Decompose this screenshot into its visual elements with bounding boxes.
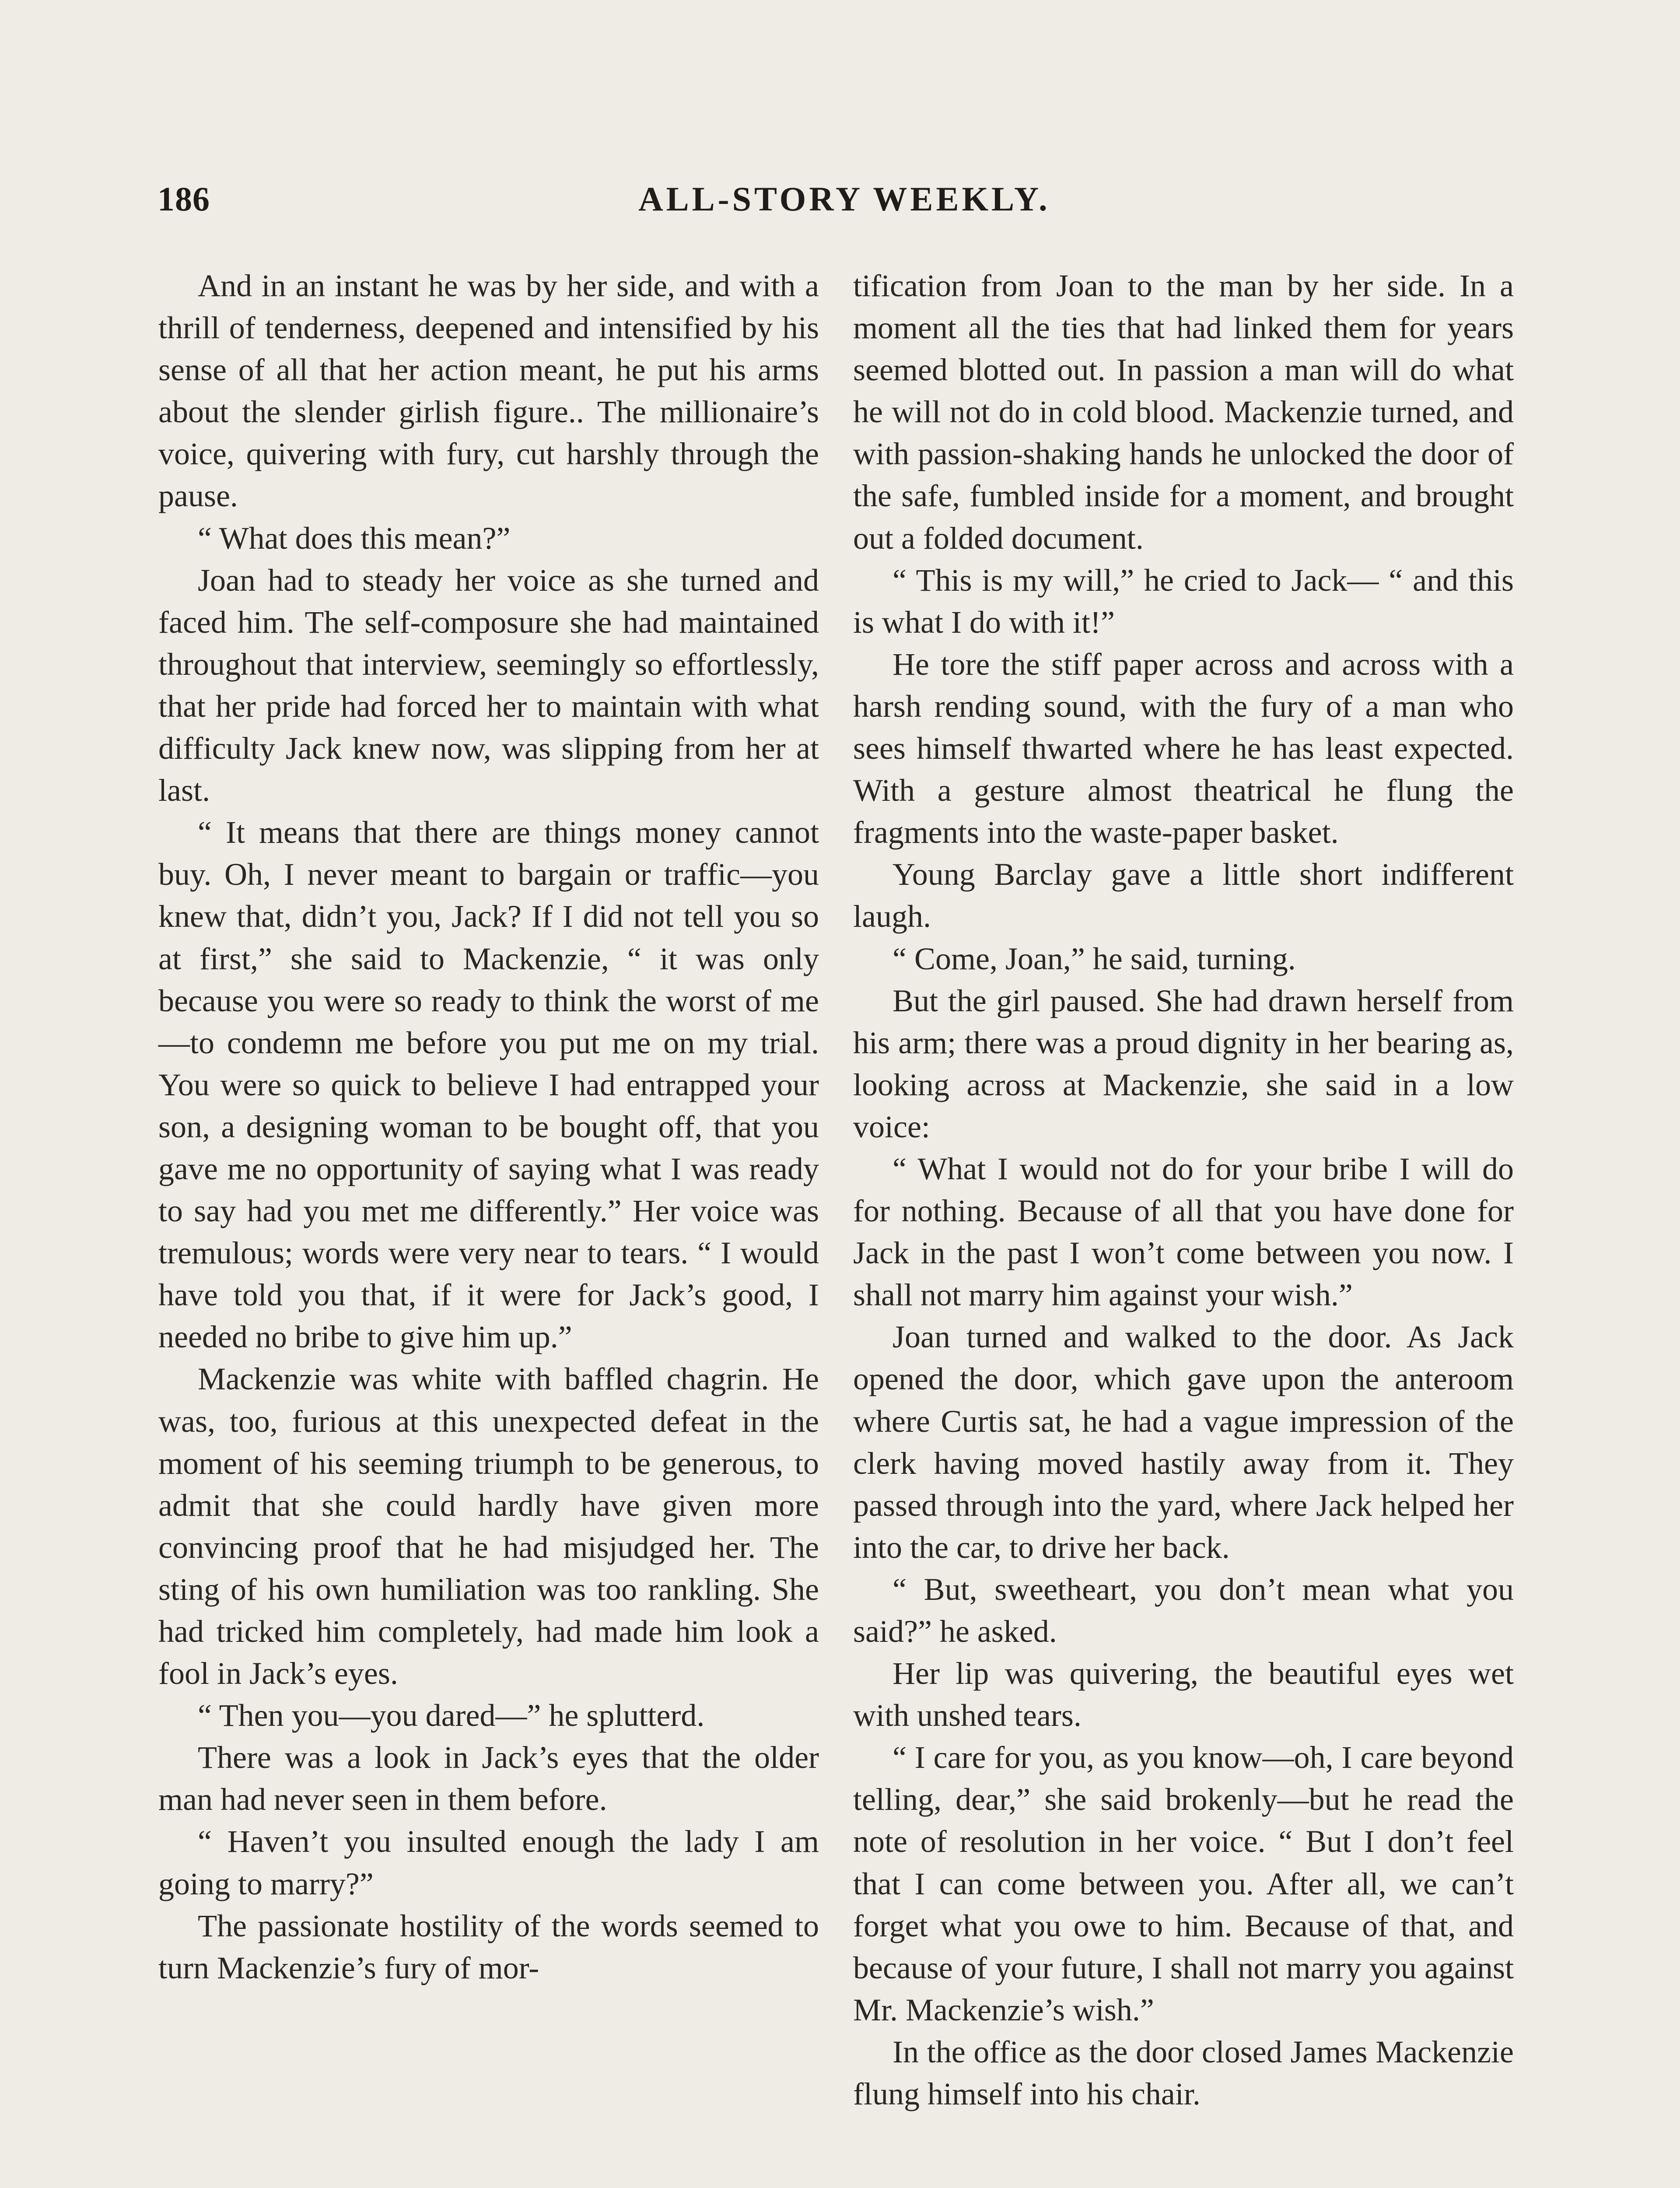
paragraph: Joan had to steady her voice as she turned and faced him. The self-composure she had maintained throughout that interview, seemingly so effortlessly, that her pride had forced her to maintain with what difficulty Jack knew now, was slipping from her at last. [158,562,819,808]
paragraph: “ Then you—you dared—” he splutterd. [198,1698,705,1733]
paragraph: “ What does this mean?” [198,520,511,556]
paragraph: But the girl paused. She had drawn herself from his arm; there was a proud dignity in her bearing as, looking across at Mackenzie, she said in a low voice: [853,983,1514,1144]
paragraph: “ Come, Joan,” he said, turning. [892,941,1296,976]
paragraph: Joan turned and walked to the door. As Jack opened the door, which gave upon the anteroom where Curtis sat, he had a vague impression of the clerk having moved hastily away from it. They passed through into the yard, where Jack helped her into the car, to drive her back. [853,1319,1514,1565]
paragraph: The passionate hostility of the words seemed to turn Mackenzie’s fury of mor- [158,1908,819,1985]
page-number: 186 [158,180,210,218]
paragraph: “ What I would not do for your bribe I will do for nothing. Because of all that you have done for Jack in the past I won’t come between you now. I shall not marry him against your wish.” [853,1151,1514,1313]
paragraph: Her lip was quivering, the beautiful eyes wet with unshed tears. [853,1656,1514,1733]
running-title: ALL-STORY WEEKLY. [638,180,1050,218]
paragraph: And in an instant he was by her side, and with a thrill of tenderness, deepened and intensified by his sense of all that her action meant, he put his arms about the slender girlish figure.. The millionaire’s voice, quivering with fury, cut harshly through the pause. [158,268,819,514]
page-header [158,179,1531,236]
paragraph-continued: tification from Joan to the man by her side. In a moment all the ties that had linked them for years seemed blotted out. In passion a man will do what he will not do in cold blood. Mackenzie turned, and with passion-shaking hands he unlocked the door of the safe, fumbled inside for a moment, and brought out a folded document. [853,268,1514,556]
paragraph: “ But, sweetheart, you don’t mean what you said?” he asked. [853,1571,1514,1649]
paragraph: Mackenzie was white with baffled chagrin. He was, too, furious at this unexpected defeat in the moment of his seeming triumph to be generous, to admit that she could hardly have given more convincing proof that he had misjudged her. The sting of his own humiliation was too rankling. She had tricked him completely, had made him look a fool in Jack’s eyes. [158,1361,819,1691]
right-column [853,265,1514,2115]
paragraph: “ It means that there are things money cannot buy. Oh, I never meant to bargain or traffic—you knew that, didn’t you, Jack? If I did not tell you so at first,” she said to Mackenzie, “ it was only because you were so ready to think the worst of me—to condemn me before you put me on my trial. You were so quick to believe I had entrapped your son, a designing woman to be bought off, that you gave me no opportunity of saying what I was ready to say had you met me differently.” Her voice was tremulous; words were very near to tears. “ I would have told you that, if it were for Jack’s good, I needed no bribe to give him up.” [158,815,819,1355]
paragraph: There was a look in Jack’s eyes that the older man had never seen in them before. [158,1740,819,1817]
paragraph: He tore the stiff paper across and across with a harsh rending sound, with the fury of a man who sees himself thwarted where he has least expected. With a gesture almost theatrical he flung the fragments into the waste-paper basket. [853,646,1514,850]
paragraph: Young Barclay gave a little short indifferent laugh. [853,857,1514,934]
paragraph: “ This is my will,” he cried to Jack— “ and this is what I do with it!” [853,562,1514,640]
paragraph: “ I care for you, as you know—oh, I care beyond telling, dear,” she said brokenly—but he read the note of resolution in her voice. “ But I don’t feel that I can come between you. After all, we can’t forget what you owe to him. Because of that, and because of your future, I shall not marry you against Mr. Mackenzie’s wish.” [853,1740,1514,2027]
left-column [158,265,819,1989]
paragraph: In the office as the door closed James Mackenzie flung himself into his chair. [853,2034,1514,2112]
paragraph: “ Haven’t you insulted enough the lady I am going to marry?” [158,1824,819,1901]
